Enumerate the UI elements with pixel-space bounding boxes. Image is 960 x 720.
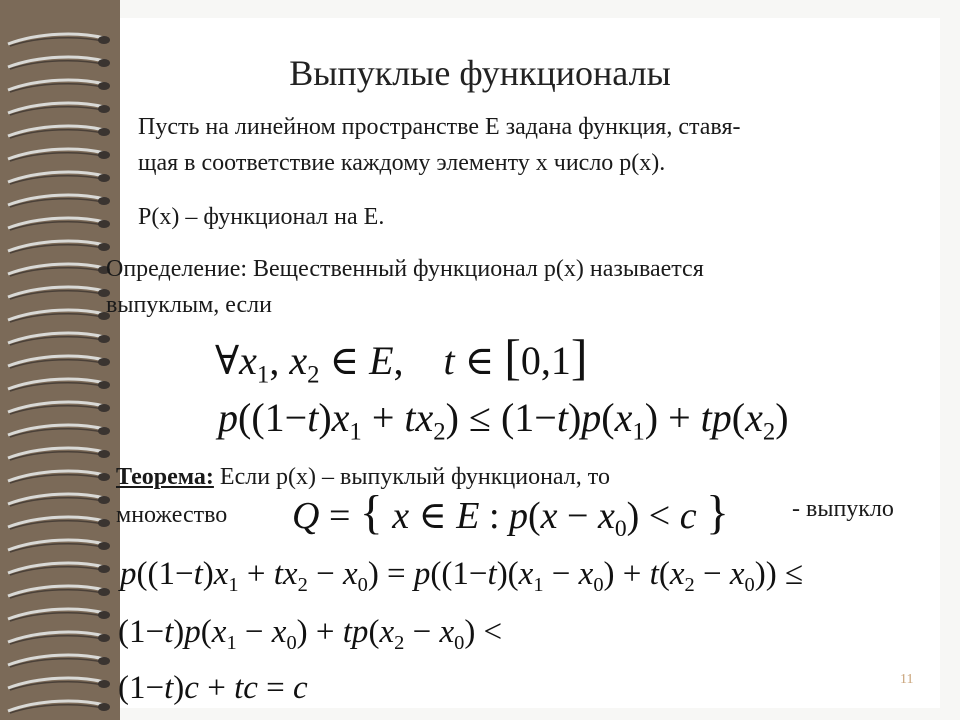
spiral-ring (8, 701, 110, 713)
spiral-ring (8, 149, 110, 161)
definition-line-2: выпуклым, если (106, 292, 272, 318)
theorem-text: Если p(x) – выпуклый функционал, то (213, 464, 610, 490)
spiral-ring (8, 264, 110, 276)
spiral-ring (8, 356, 110, 368)
spiral-ring (8, 310, 110, 322)
formula-quantifier: $\forall x_1$, $x_2$ ∈ E, t ∈ [0,1] (215, 329, 588, 389)
slide-title: Выпуклые функционалы (289, 53, 671, 93)
spiral-ring (8, 218, 110, 230)
spiral-ring (8, 195, 110, 207)
spiral-ring (8, 333, 110, 345)
formula-derivation-2: $(1-t)p(x_1 - x_0) + tp(x_2 - x_0)$ < (118, 614, 503, 655)
spiral-ring (8, 379, 110, 391)
formula-derivation-1: $p((1-t)x_1 + tx_2 - x_0) = p((1-t)(x_1 - x_0) + t(x_2 - x_0))$ ≤ (120, 556, 804, 597)
spiral-ring (8, 586, 110, 598)
spiral-ring (8, 632, 110, 644)
theorem-line-2: множество (116, 502, 228, 528)
functional-statement: P(x) – функционал на E. (138, 204, 385, 230)
spiral-ring (8, 609, 110, 621)
theorem-label: Теорема: (116, 464, 214, 490)
spiral-ring (8, 517, 110, 529)
formula-derivation-3: (1−t)c + tc = c (118, 670, 308, 706)
page-number: 11 (900, 672, 914, 687)
intro-line-1: Пусть на линейном пространстве E задана функция, ставя- (138, 114, 741, 140)
spiral-ring (8, 126, 110, 138)
spiral-ring (8, 678, 110, 690)
definition-line-1: Определение: Вещественный функционал p(x) называется (106, 256, 704, 282)
spiral-ring (8, 655, 110, 667)
spiral-ring (8, 563, 110, 575)
spiral-ring (8, 241, 110, 253)
spiral-ring (8, 402, 110, 414)
spiral-ring (8, 448, 110, 460)
intro-line-2: щая в соответствие каждому элементу x число p(x). (138, 150, 666, 176)
theorem-conclusion: - выпукло (792, 496, 894, 522)
spiral-ring (8, 172, 110, 184)
formula-set-q: Q = { x ∈ E : $p(x - x_0) < c$ } (292, 487, 729, 543)
spiral-ring (8, 540, 110, 552)
spiral-ring (8, 287, 110, 299)
spiral-ring (8, 425, 110, 437)
spiral-rings (0, 0, 125, 720)
spiral-ring (8, 471, 110, 483)
spiral-ring (8, 34, 110, 46)
formula-convexity: $p((1-t)x_1 + tx_2) \le (1-t)p(x_1) + tp(x_2)$ (218, 395, 789, 446)
spiral-ring (8, 103, 110, 115)
spiral-ring (8, 494, 110, 506)
